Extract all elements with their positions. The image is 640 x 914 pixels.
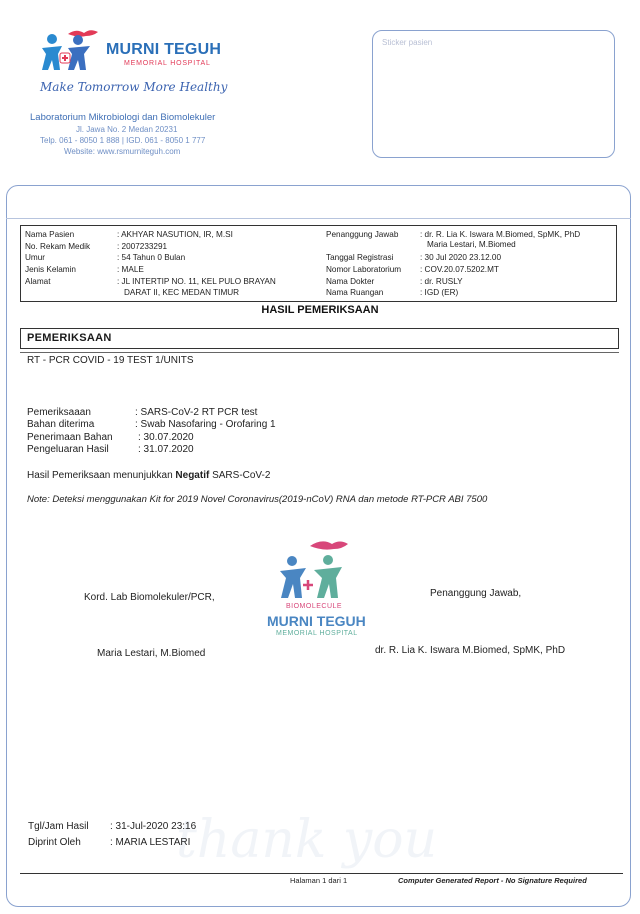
test-name: RT - PCR COVID - 19 TEST 1/UNITS — [27, 355, 194, 366]
page-number: Halaman 1 dari 1 — [290, 876, 348, 885]
result-statement — [27, 470, 270, 481]
right-signer-name: dr. R. Lia K. Iswara M.Biomed, SpMK, PhD — [375, 645, 566, 656]
responsible-value-line1: : dr. R. Lia K. Iswara M.Biomed, SpMK, PhD — [420, 230, 581, 239]
registration-date-value: : 30 Jul 2020 23.12.00 — [420, 253, 502, 262]
age-label: Umur — [25, 253, 46, 262]
hospital-logo-icon — [38, 26, 108, 78]
responsible-value-line2: Maria Lestari, M.Biomed — [427, 240, 516, 249]
patient-name-value: : AKHYAR NASUTION, IR, M.SI — [117, 230, 233, 239]
exam-value: : SARS-CoV-2 RT PCR test — [135, 407, 258, 418]
right-signer-title: Penanggung Jawab, — [430, 588, 522, 599]
released-label: Pengeluaran Hasil — [27, 444, 109, 455]
printed-by-label: Diprint Oleh — [28, 837, 81, 848]
age-value: : 54 Tahun 0 Bulan — [117, 253, 186, 262]
left-signer-title: Kord. Lab Biomolekuler/PCR, — [84, 592, 215, 603]
brand-name: MURNI TEGUH — [106, 41, 222, 58]
doctor-value: : dr. RUSLY — [420, 277, 463, 286]
lab-phone: Telp. 061 - 8050 1 888 | IGD. 061 - 8050 1 777 — [40, 136, 206, 145]
sex-label: Jenis Kelamin — [25, 265, 76, 274]
thank-you-watermark: thank you — [176, 810, 438, 870]
footer-divider — [20, 873, 623, 874]
brand-tagline: Make Tomorrow More Healthy — [40, 80, 228, 94]
lab-number-label: Nomor Laboratorium — [326, 265, 402, 274]
released-value: : 31.07.2020 — [138, 444, 194, 455]
lab-number-value: : COV.20.07.5202.MT — [420, 265, 499, 274]
patient-sticker-area — [372, 30, 615, 158]
result-statement-suffix: SARS-CoV-2 — [209, 470, 271, 481]
method-note: Note: Deteksi menggunakan Kit for 2019 Novel Coronavirus(2019-nCoV) RNA dan metode RT-PCR ABI 7500 — [27, 494, 488, 505]
lab-website: Website: www.rsmurniteguh.com — [64, 147, 181, 156]
address-value-line2: DARAT II, KEC MEDAN TIMUR — [124, 288, 240, 297]
registration-date-label: Tanggal Registrasi — [326, 253, 394, 262]
exam-header: PEMERIKSAAN — [27, 332, 112, 344]
result-date-value: : 31-Jul-2020 23:16 — [110, 821, 197, 832]
specimen-label: Bahan diterima — [27, 419, 95, 430]
stamp-subtitle: BIOMOLECULE — [286, 603, 343, 610]
specimen-value: : Swab Nasofaring - Orofaring 1 — [135, 419, 276, 430]
received-value: : 30.07.2020 — [138, 432, 194, 443]
lab-name: Laboratorium Mikrobiologi dan Biomolekuler — [30, 112, 216, 123]
responsible-label: Penanggung Jawab — [326, 230, 399, 239]
room-value: : IGD (ER) — [420, 288, 459, 297]
patient-name-label: Nama Pasien — [25, 230, 75, 239]
mrn-value: : 2007233291 — [117, 242, 168, 251]
doctor-label: Nama Dokter — [326, 277, 375, 286]
result-value: Negatif — [175, 470, 210, 481]
room-label: Nama Ruangan — [326, 288, 384, 297]
lab-stamp-icon — [266, 536, 366, 606]
sticker-label: Sticker pasien — [382, 38, 433, 47]
stamp-hospital: MEMORIAL HOSPITAL — [276, 630, 358, 637]
frame-divider — [6, 218, 631, 219]
exam-divider — [20, 352, 619, 353]
stamp-name: MURNI TEGUH — [267, 613, 366, 629]
address-value-line1: : JL INTERTIP NO. 11, KEL PULO BRAYAN — [117, 277, 276, 286]
lab-address: Jl. Jawa No. 2 Medan 20231 — [76, 125, 178, 134]
left-signer-name: Maria Lestari, M.Biomed — [97, 648, 206, 659]
mrn-label: No. Rekam Medik — [25, 242, 91, 251]
brand-subtitle: MEMORIAL HOSPITAL — [124, 60, 211, 67]
printed-by-value: : MARIA LESTARI — [110, 837, 191, 848]
results-heading: HASIL PEMERIKSAAN — [261, 304, 379, 316]
address-label: Alamat — [25, 277, 51, 286]
exam-label: Pemeriksaaan — [27, 407, 91, 418]
sex-value: : MALE — [117, 265, 144, 274]
generated-notice: Computer Generated Report - No Signature Required — [398, 876, 587, 885]
result-date-label: Tgl/Jam Hasil — [28, 821, 89, 832]
result-statement-prefix: Hasil Pemeriksaan menunjukkan — [27, 470, 176, 481]
received-label: Penerimaan Bahan — [27, 432, 113, 443]
